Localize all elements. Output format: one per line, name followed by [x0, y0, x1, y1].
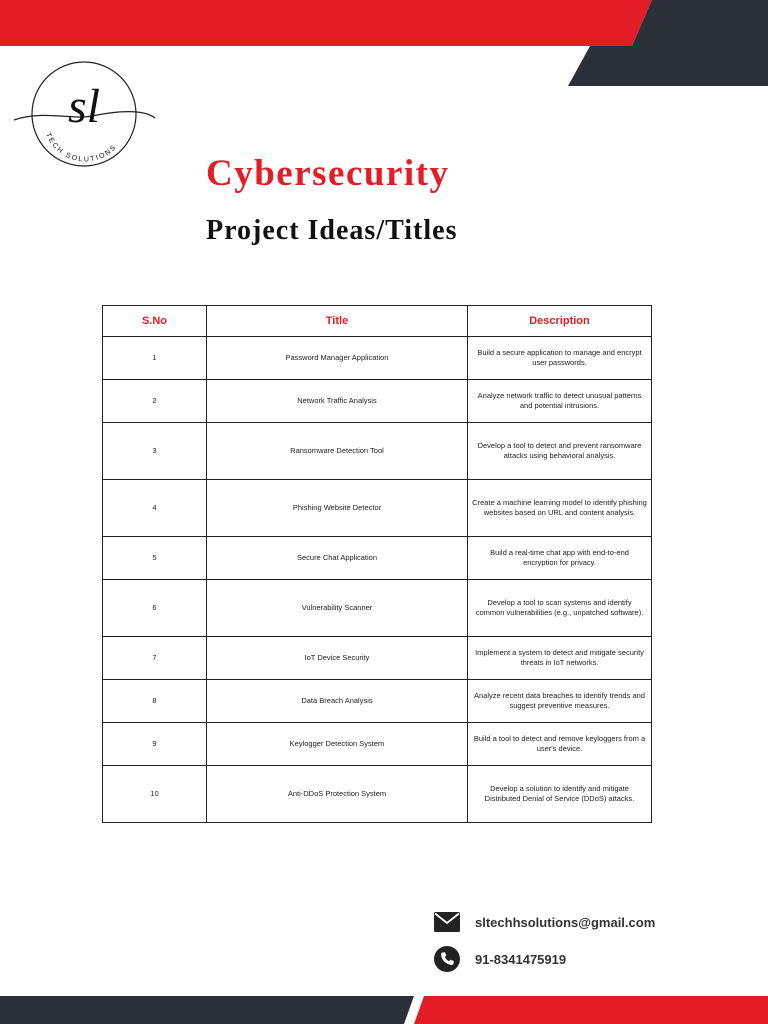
table-row [103, 680, 652, 723]
row-title: Password Manager Application [207, 337, 468, 380]
row-description: Build a secure application to manage and encrypt user passwords. [468, 337, 652, 380]
row-description: Build a real-time chat app with end-to-end encryption for privacy. [468, 537, 652, 580]
row-sno: 6 [103, 580, 207, 637]
row-title: Anti-DDoS Protection System [207, 766, 468, 823]
row-description: Build a tool to detect and remove keyloggers from a user's device. [468, 723, 652, 766]
row-description: Analyze recent data breaches to identify trends and suggest preventive measures. [468, 680, 652, 723]
projects-table [102, 305, 652, 823]
contact-email [433, 908, 655, 936]
row-title: Data Breach Analysis [207, 680, 468, 723]
bottom-dark-band [0, 996, 414, 1024]
row-description: Analyze network traffic to detect unusual patterns and potential intrusions. [468, 380, 652, 423]
table-row [103, 480, 652, 537]
table-row [103, 637, 652, 680]
row-sno: 9 [103, 723, 207, 766]
row-description: Develop a solution to identify and mitigate Distributed Denial of Service (DDoS) attacks. [468, 766, 652, 823]
table-row [103, 380, 652, 423]
envelope-icon [433, 908, 461, 936]
row-title: Ransomware Detection Tool [207, 423, 468, 480]
row-title: Phishing Website Detector [207, 480, 468, 537]
header-title: Title [207, 306, 468, 337]
table-row [103, 423, 652, 480]
logo-tagline: TECH SOLUTIONS [44, 131, 119, 164]
table-row [103, 766, 652, 823]
header-sno: S.No [103, 306, 207, 337]
bottom-red-band [414, 996, 768, 1024]
row-sno: 3 [103, 423, 207, 480]
svg-text:TECH SOLUTIONS [44, 132, 119, 164]
row-sno: 10 [103, 766, 207, 823]
table-row [103, 337, 652, 380]
row-description: Develop a tool to detect and prevent ransomware attacks using behavioral analysis. [468, 423, 652, 480]
header-description: Description [468, 306, 652, 337]
table-row [103, 580, 652, 637]
row-description: Develop a tool to scan systems and identify common vulnerabilities (e.g., unpatched software). [468, 580, 652, 637]
phone-icon [433, 945, 461, 973]
row-title: Network Traffic Analysis [207, 380, 468, 423]
email-text[interactable]: sltechhsolutions@gmail.com [475, 914, 656, 930]
row-sno: 2 [103, 380, 207, 423]
page-title: Cybersecurity [206, 153, 450, 194]
phone-text[interactable]: 91-8341475919 [475, 951, 567, 967]
logo-monogram: sl [67, 80, 101, 133]
table-header-row [103, 306, 652, 337]
page-subtitle: Project Ideas/Titles [206, 215, 458, 246]
table-row [103, 537, 652, 580]
row-description: Create a machine learning model to identify phishing websites based on URL and content analysis. [468, 480, 652, 537]
bottom-banner [0, 996, 768, 1024]
table-row [103, 723, 652, 766]
row-title: Secure Chat Application [207, 537, 468, 580]
top-red-band [0, 0, 652, 46]
row-title: Keylogger Detection System [207, 723, 468, 766]
row-sno: 7 [103, 637, 207, 680]
row-sno: 4 [103, 480, 207, 537]
row-title: Vulnerability Scanner [207, 580, 468, 637]
row-sno: 8 [103, 680, 207, 723]
row-description: Implement a system to detect and mitigate security threats in IoT networks. [468, 637, 652, 680]
row-sno: 5 [103, 537, 207, 580]
contact-phone [433, 945, 566, 973]
row-sno: 1 [103, 337, 207, 380]
company-logo [12, 60, 157, 172]
row-title: IoT Device Security [207, 637, 468, 680]
